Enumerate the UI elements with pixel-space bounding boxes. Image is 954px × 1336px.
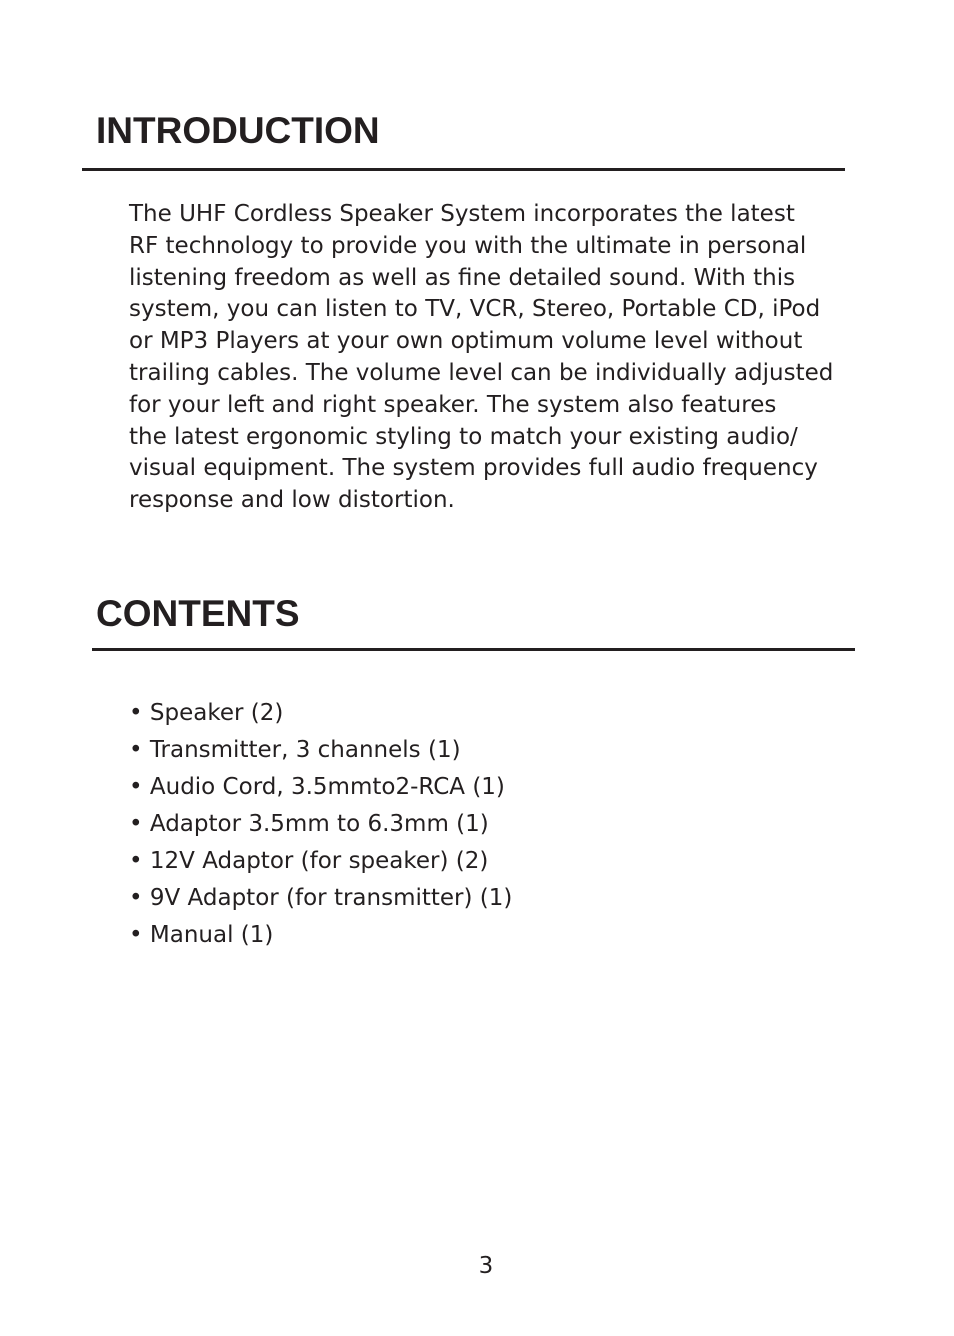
contents-list: [129, 695, 512, 954]
introduction-line: listening freedom as well as fine detailed sound. With this: [129, 264, 796, 291]
introduction-line: The UHF Cordless Speaker System incorporates the latest: [129, 201, 795, 227]
introduction-line: response and low distortion.: [129, 487, 455, 514]
list-item: • Speaker (2): [129, 700, 284, 726]
list-item: • Transmitter, 3 channels (1): [129, 737, 461, 763]
list-item: • Adaptor 3.5mm to 6.3mm (1): [129, 811, 489, 837]
introduction-line: trailing cables. The volume level can be individually adjusted: [129, 359, 834, 386]
introduction-heading: INTRODUCTION: [96, 110, 380, 151]
introduction-line: RF technology to provide you with the ultimate in personal: [129, 232, 807, 259]
contents-heading: CONTENTS: [96, 593, 300, 634]
list-item: • 9V Adaptor (for transmitter) (1): [129, 885, 513, 911]
introduction-line: system, you can listen to TV, VCR, Stereo, Portable CD, iPod: [129, 296, 821, 323]
introduction-divider: [82, 168, 845, 171]
introduction-line: for your left and right speaker. The system also features: [129, 391, 777, 418]
introduction-line: the latest ergonomic styling to match your existing audio/: [129, 423, 798, 450]
introduction-paragraph: [129, 199, 834, 517]
contents-divider: [92, 648, 855, 651]
introduction-line: visual equipment. The system provides full audio frequency: [129, 455, 818, 482]
list-item: • Audio Cord, 3.5mmto2-RCA (1): [129, 774, 505, 800]
list-item: • Manual (1): [129, 922, 274, 948]
page-number: 3: [478, 1253, 494, 1279]
introduction-line: or MP3 Players at your own optimum volume level without: [129, 328, 803, 355]
list-item: • 12V Adaptor (for speaker) (2): [129, 848, 489, 874]
